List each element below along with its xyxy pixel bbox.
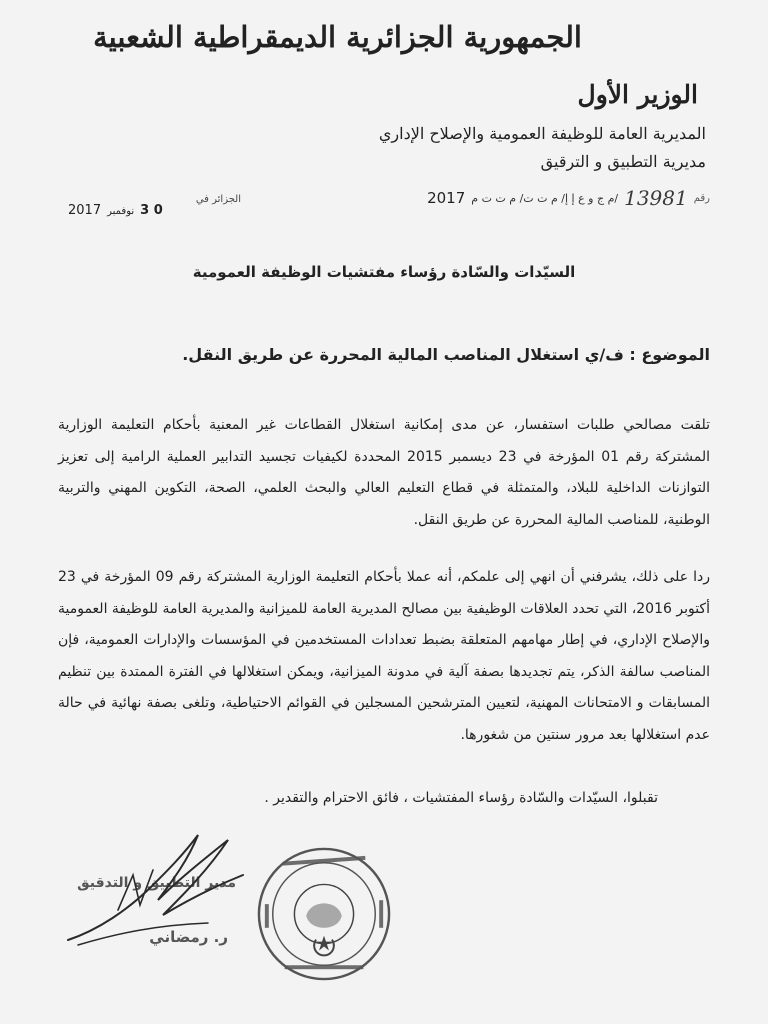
official-seal [255, 845, 393, 983]
date-year: 2017 [68, 203, 102, 218]
signer-name: ر. رمضاني [149, 928, 228, 946]
paragraph-1-text: تلقت مصالحي طلبات استفسار، عن مدى إمكانية استغلال القطاعات غير المعنية بأحكام التعليمة الوزارية المشتركة رقم 01 المؤرخة في 23 ديسمبر 2015 المحددة لكيفيات تجسيد التدابير العملية الرامية إلى تعزيز التوازنات الداخلية للبلاد، والمتمثلة في قطاع التعليم العالي والبحث العلمي، الصحة، التكوين المهني والتربية الوطنية، للمناصب المالية المحررة عن طريق النقل. [58, 417, 710, 528]
recipient-line: السيّدات والسّادة رؤساء مفتشيات الوظيفة العمومية [192, 263, 576, 281]
handwritten-signature [58, 815, 258, 955]
date-place: الجزائر في [195, 194, 241, 205]
body-paragraph-1 [58, 410, 710, 536]
subject-line: الموضوع : ف/ي استغلال المناصب المالية المحررة عن طريق النقل. [182, 345, 710, 364]
closing-line: تقبلوا، السيّدات والسّادة رؤساء المفتشيات ، فائق الاحترام والتقدير . [264, 790, 658, 806]
reference-label: رقم [693, 192, 710, 204]
letter-date [68, 203, 163, 218]
reference-line [427, 186, 710, 210]
date-day: 3 0 [140, 203, 163, 218]
subdirectorate-line: مديرية التطبيق و الترقيق [540, 152, 706, 171]
body-paragraph-2 [58, 562, 710, 751]
reference-year: 2017 [427, 189, 466, 207]
signer-title: مدير التطبيق و التدقيق [77, 875, 236, 891]
date-month: نوفمبر [107, 206, 135, 217]
reference-code: /م ج و ع إ إ/ م ت ت/ م ت ت م [471, 191, 619, 205]
minister-heading: الوزير الأول [577, 80, 698, 109]
directorate-line: المديرية العامة للوظيفة العمومية والإصلاح الإداري [378, 124, 706, 143]
reference-number: 13981 [624, 186, 688, 210]
paragraph-2-text: ردا على ذلك، يشرفني أن انهي إلى علمكم، أنه عملا بأحكام التعليمة الوزارية المشتركة رقم 09 المؤرخة في 23 أكتوبر 2016، التي تحدد العلاقات الوظيفية بين مصالح المديرية العامة للميزانية والمديرية العامة للوظيفة العمومية والإصلاح الإداري، في إطار مهامهم المتعلقة بضبط تعدادات المستخدمين في المؤسسات والإدارات العمومية، فإن المناصب سالفة الذكر، يتم تجديدها بصفة آلية في مدونة الميزانية، ويمكن استغلالها في الفترة الممتدة بين تنظيم المسابقات و الامتحانات المهنية، لتعيين المترشحين المسجلين في القوائم الاحتياطية، وتلغى بصفة نهائية في حالة عدم استغلالها بعد مرور سنتين من شغورها. [58, 569, 711, 743]
republic-heading: الجمهورية الجزائرية الديمقراطية الشعبية [93, 20, 582, 54]
